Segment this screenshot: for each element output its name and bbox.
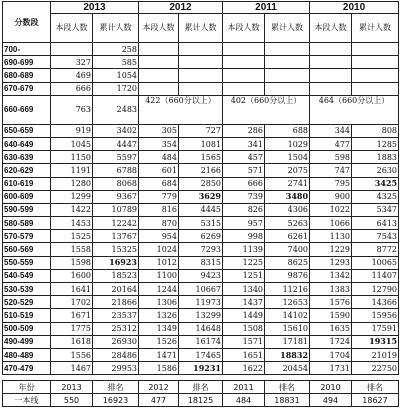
segment-count-cell: 779: [139, 190, 179, 203]
score-range-cell: 470-479: [3, 362, 51, 375]
segment-count-cell: 1508: [223, 322, 265, 335]
segment-count-cell: 1299: [51, 190, 93, 203]
cumulative-count-cell: 1504: [265, 151, 310, 164]
cumulative-count-cell: 1054: [93, 69, 139, 82]
cumulative-count-cell: [265, 69, 310, 82]
above-660-note-cell: 402（660分以上）: [223, 95, 310, 124]
cumulative-count-cell: 16923: [93, 256, 139, 269]
cumulative-count-cell: 688: [265, 124, 310, 137]
summary-row: [3, 381, 399, 394]
segment-count-cell: 1571: [223, 335, 265, 348]
score-rows: [3, 43, 399, 375]
table-row: [3, 322, 399, 335]
segment-count-cell: 1702: [51, 296, 93, 309]
table-row: [3, 230, 399, 243]
cumulative-count-cell: 4325: [352, 190, 399, 203]
segment-count-header: 本段人数: [310, 14, 352, 43]
table-row: [3, 203, 399, 216]
table-row: [3, 95, 399, 124]
score-range-cell: 660-669: [3, 95, 51, 124]
cumulative-count-cell: 2850: [179, 177, 223, 190]
score-range-cell: 520-529: [3, 296, 51, 309]
cumulative-count-cell: 6788: [93, 164, 139, 177]
cumulative-count-cell: 23537: [93, 309, 139, 322]
table-row: [3, 217, 399, 230]
cumulative-count-cell: 21019: [352, 348, 399, 361]
year-header-2010: 2010: [310, 2, 399, 14]
cumulative-count-cell: 5597: [93, 151, 139, 164]
score-range-cell: 610-619: [3, 177, 51, 190]
segment-count-cell: 1590: [310, 309, 352, 322]
table-row: [3, 177, 399, 190]
summary-rows: [3, 381, 399, 407]
cumulative-count-cell: 9367: [93, 190, 139, 203]
score-range-cell: 580-589: [3, 217, 51, 230]
above-660-note-cell: 422（660分以上）: [139, 95, 223, 124]
segment-count-cell: [310, 43, 352, 56]
table-row: [3, 348, 399, 361]
cumulative-count-cell: 1565: [179, 151, 223, 164]
cumulative-count-cell: [265, 82, 310, 95]
score-range-cell: 480-489: [3, 348, 51, 361]
cumulative-count-cell: [179, 56, 223, 69]
first-tier-summary-table: [2, 380, 399, 407]
score-range-cell: 500-509: [3, 322, 51, 335]
cumulative-count-cell: 13767: [93, 230, 139, 243]
cumulative-count-cell: 25312: [93, 322, 139, 335]
segment-count-cell: 1422: [51, 203, 93, 216]
cumulative-count-cell: 9876: [265, 269, 310, 282]
year-header-2011: 2011: [223, 2, 310, 14]
segment-count-cell: 1045: [51, 137, 93, 150]
cumulative-count-cell: 7543: [352, 230, 399, 243]
cumulative-count-cell: 3425: [352, 177, 399, 190]
score-range-cell: 550-559: [3, 256, 51, 269]
segment-count-cell: 305: [139, 124, 179, 137]
cumulative-count-cell: 17465: [179, 348, 223, 361]
segment-count-cell: 286: [223, 124, 265, 137]
summary-value-cell: 2010: [310, 381, 352, 394]
segment-count-cell: 1225: [223, 256, 265, 269]
segment-count-cell: 1651: [223, 348, 265, 361]
segment-count-cell: 1526: [139, 335, 179, 348]
segment-count-cell: 1731: [310, 362, 352, 375]
table-row: [3, 43, 399, 56]
cumulative-count-cell: [352, 69, 399, 82]
cumulative-count-cell: 18523: [93, 269, 139, 282]
score-range-cell: 600-609: [3, 190, 51, 203]
segment-count-cell: 484: [139, 151, 179, 164]
cumulative-count-cell: 10667: [179, 283, 223, 296]
year-header-2012: 2012: [139, 2, 223, 14]
cumulative-count-cell: 808: [352, 124, 399, 137]
segment-count-cell: 1383: [310, 283, 352, 296]
segment-count-cell: 341: [223, 137, 265, 150]
summary-label-cell: 一本线: [3, 394, 51, 407]
segment-count-cell: 1671: [51, 309, 93, 322]
segment-count-cell: 1467: [51, 362, 93, 375]
cumulative-count-cell: 7293: [179, 243, 223, 256]
table-row: [3, 124, 399, 137]
cumulative-count-cell: 19231: [179, 362, 223, 375]
segment-count-cell: 1342: [310, 269, 352, 282]
cumulative-count-cell: [179, 43, 223, 56]
cumulative-count-cell: 4447: [93, 137, 139, 150]
cumulative-count-cell: [352, 43, 399, 56]
summary-value-cell: 494: [310, 394, 352, 407]
cumulative-count-cell: 6413: [352, 217, 399, 230]
cumulative-count-header: 累计人数: [179, 14, 223, 43]
cumulative-count-cell: [179, 82, 223, 95]
summary-value-cell: 477: [139, 394, 179, 407]
table-row: [3, 362, 399, 375]
segment-count-header: 本段人数: [223, 14, 265, 43]
segment-count-cell: [139, 56, 179, 69]
cumulative-count-cell: 15956: [352, 309, 399, 322]
cumulative-count-cell: 13299: [179, 309, 223, 322]
cumulative-count-cell: 4445: [179, 203, 223, 216]
year-header-row: [3, 2, 399, 14]
segment-count-cell: 1558: [51, 243, 93, 256]
cumulative-count-cell: 21866: [93, 296, 139, 309]
cumulative-count-cell: 8068: [93, 177, 139, 190]
segment-count-cell: 1024: [139, 243, 179, 256]
table-row: [3, 56, 399, 69]
cumulative-count-cell: 12790: [352, 283, 399, 296]
segment-count-cell: 816: [139, 203, 179, 216]
segment-count-cell: 1641: [51, 283, 93, 296]
score-range-cell: 530-539: [3, 283, 51, 296]
segment-count-cell: 919: [51, 124, 93, 137]
summary-value-cell: 2013: [51, 381, 93, 394]
segment-count-cell: [310, 82, 352, 95]
segment-count-cell: 354: [139, 137, 179, 150]
segment-count-cell: 1704: [310, 348, 352, 361]
cumulative-count-cell: [265, 43, 310, 56]
table-row: [3, 283, 399, 296]
cumulative-count-cell: 8315: [179, 256, 223, 269]
segment-count-cell: [223, 82, 265, 95]
segment-count-header: 本段人数: [139, 14, 179, 43]
score-distribution-table: [2, 1, 399, 375]
cumulative-count-cell: 5315: [179, 217, 223, 230]
summary-value-cell: 2012: [139, 381, 179, 394]
cumulative-count-cell: 9423: [179, 269, 223, 282]
cumulative-count-cell: 8772: [352, 243, 399, 256]
cumulative-count-cell: 1029: [265, 137, 310, 150]
cumulative-count-cell: [352, 82, 399, 95]
segment-count-cell: [51, 43, 93, 56]
cumulative-count-cell: 2741: [265, 177, 310, 190]
segment-count-cell: 1556: [51, 348, 93, 361]
summary-value-cell: 18831: [265, 394, 310, 407]
segment-count-cell: 1229: [310, 243, 352, 256]
cumulative-count-header: 累计人数: [265, 14, 310, 43]
score-range-header: 分数段: [3, 2, 51, 43]
segment-count-cell: 1618: [51, 335, 93, 348]
table-row: [3, 137, 399, 150]
segment-count-cell: 1453: [51, 217, 93, 230]
cumulative-count-cell: 3402: [93, 124, 139, 137]
cumulative-count-cell: 2483: [93, 95, 139, 124]
segment-count-cell: 870: [139, 217, 179, 230]
cumulative-count-cell: 12653: [265, 296, 310, 309]
segment-count-cell: 1150: [51, 151, 93, 164]
segment-count-cell: 666: [223, 177, 265, 190]
cumulative-count-cell: 14648: [179, 322, 223, 335]
summary-value-cell: 18125: [179, 394, 223, 407]
segment-count-cell: [223, 69, 265, 82]
segment-count-cell: 954: [139, 230, 179, 243]
cumulative-count-cell: 12242: [93, 217, 139, 230]
segment-count-cell: 666: [51, 82, 93, 95]
summary-value-cell: 排名: [352, 381, 399, 394]
cumulative-count-cell: 2166: [179, 164, 223, 177]
cumulative-count-cell: 585: [93, 56, 139, 69]
segment-count-cell: 1066: [310, 217, 352, 230]
summary-value-cell: 排名: [179, 381, 223, 394]
segment-count-header: 本段人数: [51, 14, 93, 43]
cumulative-count-cell: 17591: [352, 322, 399, 335]
segment-count-cell: 1139: [223, 243, 265, 256]
table-row: [3, 309, 399, 322]
cumulative-count-cell: 11973: [179, 296, 223, 309]
segment-count-cell: 1340: [223, 283, 265, 296]
cumulative-count-cell: 4306: [265, 203, 310, 216]
score-range-cell: 650-659: [3, 124, 51, 137]
cumulative-count-cell: 19315: [352, 335, 399, 348]
segment-count-cell: 469: [51, 69, 93, 82]
segment-count-cell: 1022: [310, 203, 352, 216]
sub-header-row: [3, 14, 399, 43]
segment-count-cell: 327: [51, 56, 93, 69]
segment-count-cell: [139, 43, 179, 56]
segment-count-cell: 1191: [51, 164, 93, 177]
segment-count-cell: 601: [139, 164, 179, 177]
cumulative-count-cell: 28486: [93, 348, 139, 361]
segment-count-cell: 1244: [139, 283, 179, 296]
cumulative-count-cell: [179, 69, 223, 82]
table-row: [3, 335, 399, 348]
cumulative-count-cell: 11216: [265, 283, 310, 296]
cumulative-count-cell: 20454: [265, 362, 310, 375]
score-range-cell: 540-549: [3, 269, 51, 282]
segment-count-cell: 826: [223, 203, 265, 216]
cumulative-count-cell: 8625: [265, 256, 310, 269]
score-range-cell: 700-: [3, 43, 51, 56]
segment-count-cell: 684: [139, 177, 179, 190]
segment-count-cell: 1586: [139, 362, 179, 375]
segment-count-cell: 598: [310, 151, 352, 164]
summary-value-cell: 排名: [93, 381, 139, 394]
cumulative-count-cell: 5347: [352, 203, 399, 216]
segment-count-cell: 1598: [51, 256, 93, 269]
cumulative-count-cell: 1081: [179, 137, 223, 150]
score-range-cell: 620-629: [3, 164, 51, 177]
year-header-2013: 2013: [51, 2, 139, 14]
cumulative-count-cell: 3480: [265, 190, 310, 203]
table-row: [3, 190, 399, 203]
segment-count-cell: 1600: [51, 269, 93, 282]
segment-count-cell: 1449: [223, 309, 265, 322]
cumulative-count-cell: 17181: [265, 335, 310, 348]
cumulative-count-cell: 20164: [93, 283, 139, 296]
table-row: [3, 164, 399, 177]
table-row: [3, 69, 399, 82]
cumulative-count-cell: 15325: [93, 243, 139, 256]
segment-count-cell: 1130: [310, 230, 352, 243]
score-range-cell: 510-519: [3, 309, 51, 322]
segment-count-cell: [310, 56, 352, 69]
segment-count-cell: 1622: [223, 362, 265, 375]
cumulative-count-cell: 14102: [265, 309, 310, 322]
score-range-cell: 680-689: [3, 69, 51, 82]
cumulative-count-cell: 2075: [265, 164, 310, 177]
score-range-cell: 670-679: [3, 82, 51, 95]
cumulative-count-cell: 18832: [265, 348, 310, 361]
segment-count-cell: 1576: [310, 296, 352, 309]
cumulative-count-cell: 11407: [352, 269, 399, 282]
cumulative-count-cell: 7400: [265, 243, 310, 256]
segment-count-cell: 1280: [51, 177, 93, 190]
segment-count-cell: [310, 69, 352, 82]
segment-count-cell: [223, 56, 265, 69]
score-range-cell: 590-599: [3, 203, 51, 216]
cumulative-count-cell: 10065: [352, 256, 399, 269]
segment-count-cell: 1437: [223, 296, 265, 309]
cumulative-count-cell: 14366: [352, 296, 399, 309]
summary-value-cell: 2011: [223, 381, 265, 394]
segment-count-cell: 1635: [310, 322, 352, 335]
summary-label-cell: 年份: [3, 381, 51, 394]
cumulative-count-header: 累计人数: [93, 14, 139, 43]
summary-value-cell: 排名: [265, 381, 310, 394]
segment-count-cell: 747: [310, 164, 352, 177]
summary-value-cell: 18627: [352, 394, 399, 407]
cumulative-count-cell: [352, 56, 399, 69]
score-range-cell: 690-699: [3, 56, 51, 69]
score-range-cell: 640-649: [3, 137, 51, 150]
cumulative-count-cell: 16174: [179, 335, 223, 348]
segment-count-cell: 1724: [310, 335, 352, 348]
segment-count-cell: 1306: [139, 296, 179, 309]
cumulative-count-cell: 29953: [93, 362, 139, 375]
summary-value-cell: 484: [223, 394, 265, 407]
segment-count-cell: 998: [223, 230, 265, 243]
cumulative-count-cell: [265, 56, 310, 69]
cumulative-count-cell: 6269: [179, 230, 223, 243]
segment-count-cell: [139, 69, 179, 82]
table-row: [3, 269, 399, 282]
segment-count-cell: 571: [223, 164, 265, 177]
summary-value-cell: 16923: [93, 394, 139, 407]
cumulative-count-cell: 2630: [352, 164, 399, 177]
score-range-cell: 630-639: [3, 151, 51, 164]
cumulative-count-cell: 6261: [265, 230, 310, 243]
segment-count-cell: 1349: [139, 322, 179, 335]
table-row: [3, 296, 399, 309]
table-row: [3, 82, 399, 95]
cumulative-count-cell: 10789: [93, 203, 139, 216]
cumulative-count-cell: 727: [179, 124, 223, 137]
segment-count-cell: 1100: [139, 269, 179, 282]
segment-count-cell: 900: [310, 190, 352, 203]
segment-count-cell: 739: [223, 190, 265, 203]
above-660-note-cell: 464（660分以上）: [310, 95, 399, 124]
cumulative-count-cell: 258: [93, 43, 139, 56]
cumulative-count-header: 累计人数: [352, 14, 399, 43]
segment-count-cell: 1326: [139, 309, 179, 322]
summary-row: [3, 394, 399, 407]
segment-count-cell: 1775: [51, 322, 93, 335]
segment-count-cell: 477: [310, 137, 352, 150]
segment-count-cell: 457: [223, 151, 265, 164]
segment-count-cell: 1251: [223, 269, 265, 282]
segment-count-cell: 1293: [310, 256, 352, 269]
segment-count-cell: 344: [310, 124, 352, 137]
score-range-cell: 490-499: [3, 335, 51, 348]
segment-count-cell: 957: [223, 217, 265, 230]
segment-count-cell: [139, 82, 179, 95]
cumulative-count-cell: 3629: [179, 190, 223, 203]
cumulative-count-cell: 26930: [93, 335, 139, 348]
segment-count-cell: 1525: [51, 230, 93, 243]
segment-count-cell: 1012: [139, 256, 179, 269]
cumulative-count-cell: 1285: [352, 137, 399, 150]
score-range-cell: 570-579: [3, 230, 51, 243]
segment-count-cell: 1471: [139, 348, 179, 361]
segment-count-cell: [223, 43, 265, 56]
segment-count-cell: 795: [310, 177, 352, 190]
summary-value-cell: 550: [51, 394, 93, 407]
score-range-cell: 560-569: [3, 243, 51, 256]
table-row: [3, 243, 399, 256]
cumulative-count-cell: 1720: [93, 82, 139, 95]
table-row: [3, 151, 399, 164]
segment-count-cell: 763: [51, 95, 93, 124]
cumulative-count-cell: 22750: [352, 362, 399, 375]
cumulative-count-cell: 5263: [265, 217, 310, 230]
cumulative-count-cell: 15610: [265, 322, 310, 335]
table-row: [3, 256, 399, 269]
cumulative-count-cell: 1883: [352, 151, 399, 164]
